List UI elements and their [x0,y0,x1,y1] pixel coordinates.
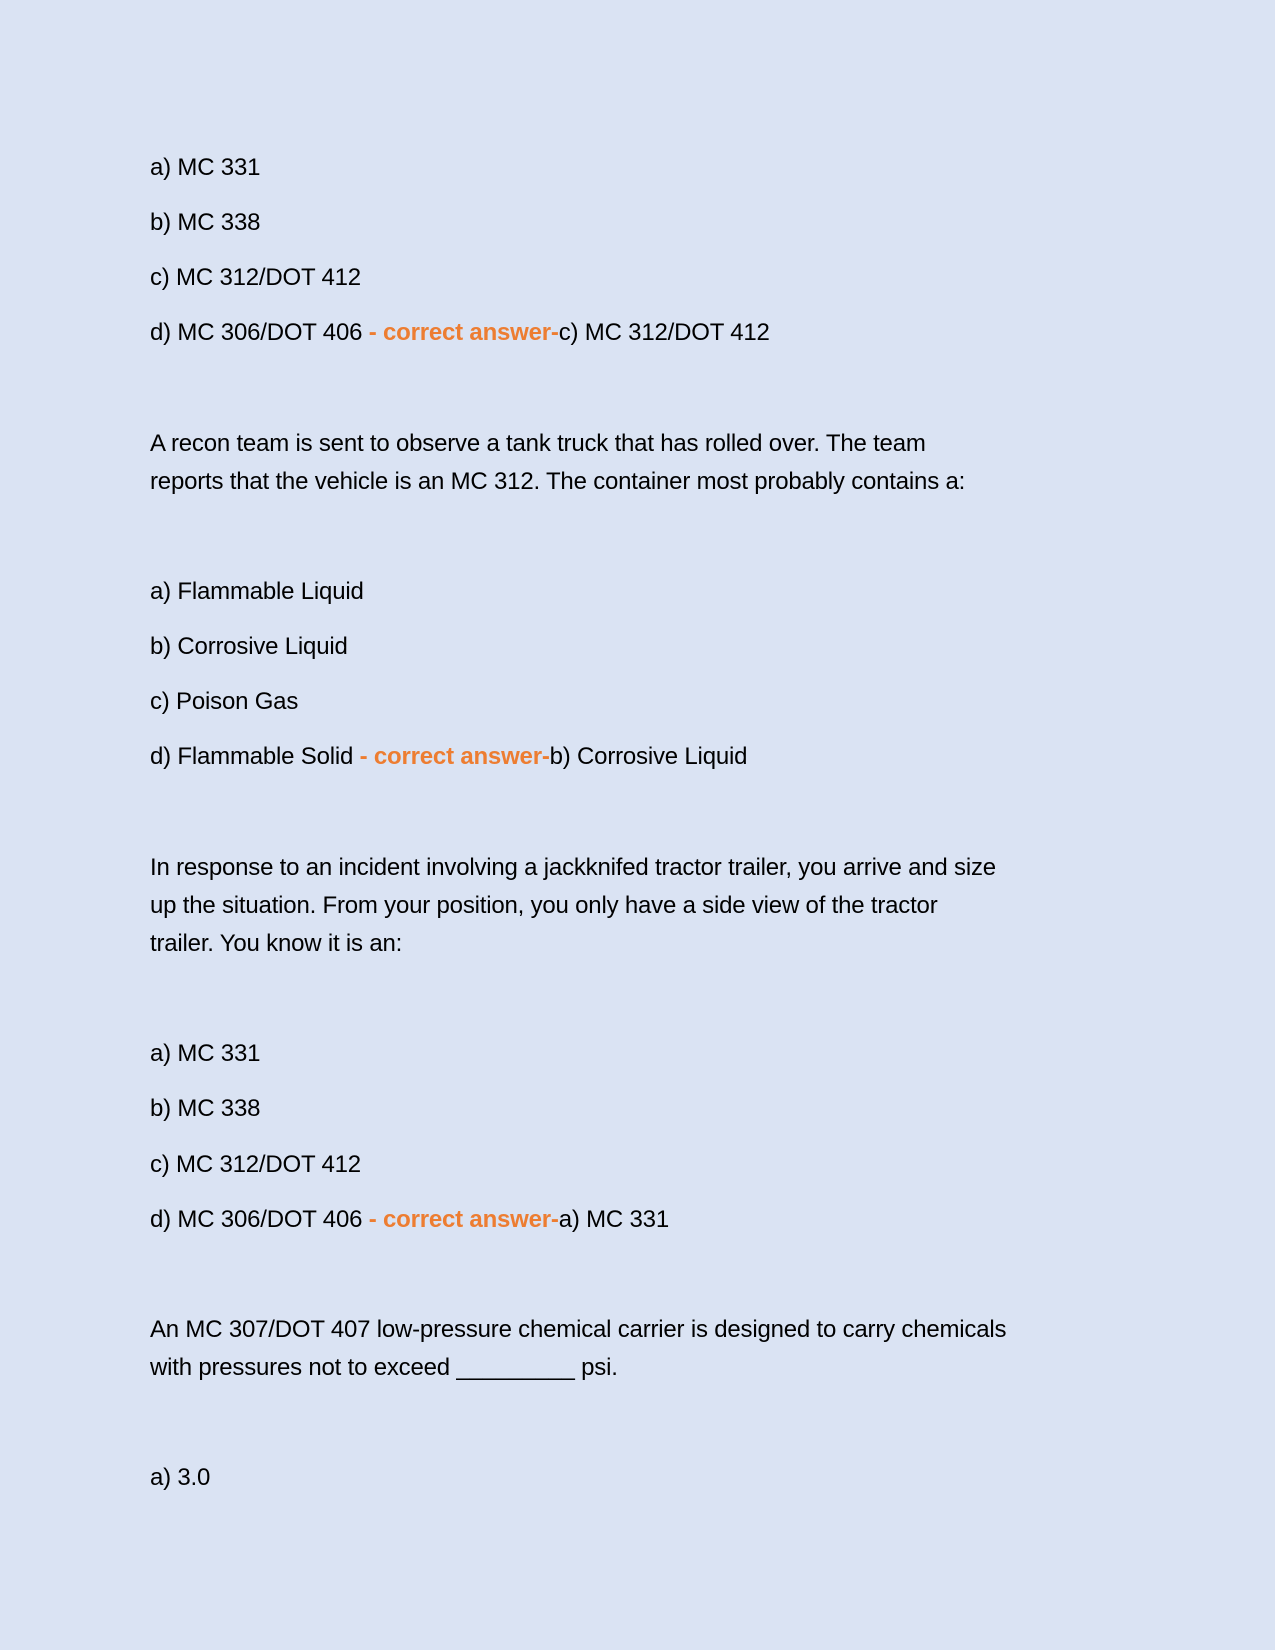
option-b [150,204,260,242]
option-d-with-answer [150,314,770,352]
option-text: b) MC 338 [150,209,261,236]
correct-answer-text: a) MC 331 [558,1206,669,1233]
question-text [150,425,1140,501]
option-text: c) Poison Gas [150,688,299,715]
question-line: A recon team is sent to observe a tank truck that has rolled over. The team [150,430,926,457]
option-c [150,259,361,297]
correct-answer-marker: - correct answer- [362,1206,559,1233]
option-a [150,573,364,611]
option-c [150,1146,361,1184]
correct-answer-text: b) Corrosive Liquid [549,743,748,770]
correct-answer-marker: - correct answer- [362,319,559,346]
option-text: c) MC 312/DOT 412 [150,1151,361,1178]
question-line: reports that the vehicle is an MC 312. The container most probably contains a: [150,468,966,495]
option-d-with-answer [150,1201,669,1239]
option-text: c) MC 312/DOT 412 [150,264,361,291]
question-text [150,1311,1140,1387]
question-line: with pressures not to exceed _________ psi. [150,1354,618,1381]
correct-answer-text: c) MC 312/DOT 412 [558,319,770,346]
option-text: d) Flammable Solid [150,743,354,770]
option-b [150,628,348,666]
option-text: b) MC 338 [150,1095,261,1122]
option-text: a) Flammable Liquid [150,578,364,605]
option-a [150,1459,210,1497]
option-a [150,149,260,187]
option-text: d) MC 306/DOT 406 [150,1206,363,1233]
option-a [150,1035,260,1073]
question-line: In response to an incident involving a jackknifed tractor trailer, you arrive and size [150,854,996,881]
option-text: d) MC 306/DOT 406 [150,319,363,346]
option-text: b) Corrosive Liquid [150,633,348,660]
option-b [150,1090,260,1128]
question-text [150,849,1140,963]
option-text: a) MC 331 [150,154,261,181]
option-text: a) MC 331 [150,1040,261,1067]
option-text: a) 3.0 [150,1464,211,1491]
correct-answer-marker: - correct answer- [353,743,550,770]
option-c [150,683,298,721]
question-line: An MC 307/DOT 407 low-pressure chemical carrier is designed to carry chemicals [150,1316,1007,1343]
question-line: up the situation. From your position, you only have a side view of the tractor [150,892,938,919]
question-line: trailer. You know it is an: [150,930,403,957]
option-d-with-answer [150,738,747,776]
